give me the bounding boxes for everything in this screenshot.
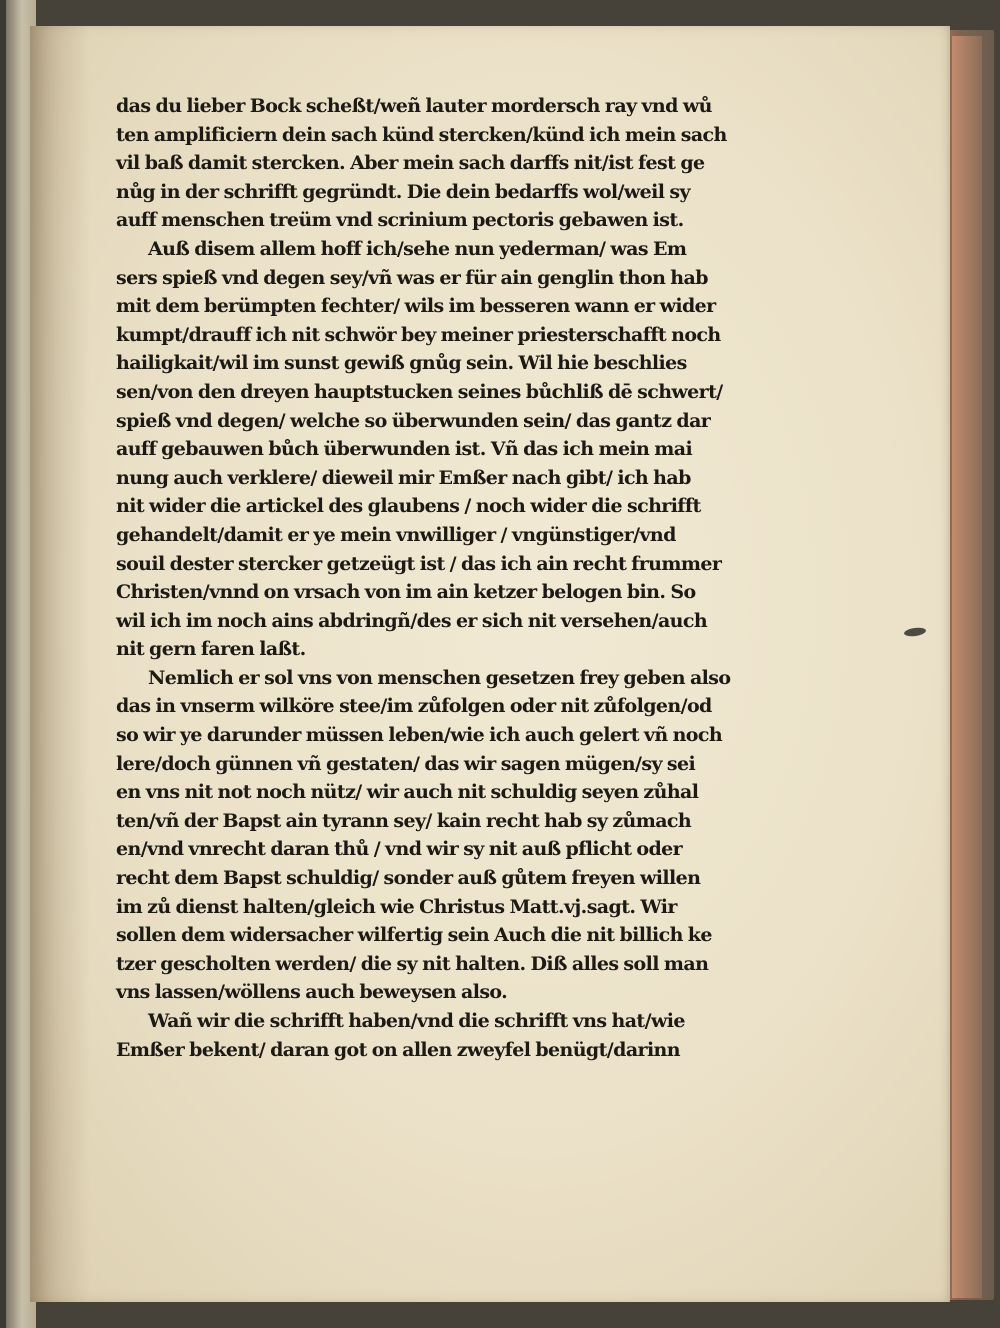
text-line: nung auch verklere/ dieweil mir Emßer nach gibt/ ich hab [116, 466, 691, 489]
text-line: das in vnserm wilköre stee/im zůfolgen oder nit zůfolgen/od [116, 695, 712, 718]
paragraph-start-line: Wañ wir die schrifft haben/vnd die schrifft vns hat/wie [148, 1010, 685, 1032]
gutter-shadow [30, 26, 90, 1302]
text-line: kumpt/drauff ich nit schwör bey meiner priesterschafft noch [116, 323, 721, 346]
text-line: vns lassen/wöllens auch beweysen also. [116, 981, 508, 1004]
text-line: sen/von den dreyen hauptstucken seines bůchliß dē schwert/ [116, 380, 723, 403]
text-line: spieß vnd degen/ welche so überwunden sein/ das gantz dar [116, 409, 711, 432]
text-line: ten amplificiern dein sach künd stercken/künd ich mein sach [116, 123, 727, 146]
text-line: so wir ye darunder müssen leben/wie ich auch gelert vñ noch [116, 724, 723, 747]
text-line: souil dester stercker getzeügt ist / das ich ain recht frummer [116, 552, 722, 575]
text-line: en vns nit not noch nütz/ wir auch nit schuldig seyen zůhal [116, 781, 699, 804]
text-line: tzer gescholten werden/ die sy nit halten. Diß alles soll man [116, 952, 709, 975]
text-line: vil baß damit stercken. Aber mein sach darffs nit/ist fest ge [116, 152, 705, 175]
text-line: gehandelt/damit er ye mein vnwilliger / vngünstiger/vnd [116, 523, 676, 546]
text-line: nůg in der schrifft gegründt. Die dein bedarffs wol/weil sy [116, 180, 690, 203]
paragraph-start-line: Auß disem allem hoff ich/sehe nun yederman/ was Em [148, 237, 687, 260]
text-line: mit dem berümpten fechter/ wils im besseren wann er wider [116, 295, 716, 318]
text-line: en/vnd vnrecht daran thů / vnd wir sy nit auß pflicht oder [116, 838, 683, 861]
text-line: wil ich im noch ains abdringñ/des er sich nit versehen/auch [116, 609, 708, 632]
page-block-edge-inner [952, 36, 982, 1298]
text-line: sers spieß vnd degen sey/vñ was er für ain genglin thon hab [116, 266, 708, 289]
text-line: im zů dienst halten/gleich wie Christus Matt.vj.sagt. Wir [116, 895, 677, 918]
text-line: hailigkait/wil im sunst gewiß gnůg sein. Wil hie beschlies [116, 352, 687, 375]
paragraph-start-line: Nemlich er sol vns von menschen gesetzen frey geben also [148, 666, 731, 689]
text-line: nit gern faren laßt. [116, 638, 306, 661]
text-line: das du lieber Bock scheßt/weñ lauter mordersch ray vnd wů [116, 95, 712, 117]
text-line: Christen/vnnd on vrsach von im ain ketzer belogen bin. So [116, 581, 696, 604]
page-text [116, 92, 836, 1064]
text-line: lere/doch günnen vñ gestaten/ das wir sagen mügen/sy sei [116, 752, 696, 775]
text-line: auff menschen treüm vnd scrinium pectoris gebawen ist. [116, 209, 684, 232]
binding-edge [0, 0, 6, 1328]
text-line: recht dem Bapst schuldig/ sonder auß gůtem freyen willen [116, 867, 701, 890]
text-line: sollen dem widersacher wilfertig sein Auch die nit billich ke [116, 924, 712, 947]
text-line: ten/vñ der Bapst ain tyrann sey/ kain recht hab sy zůmach [116, 809, 692, 832]
text-line: nit wider die artickel des glaubens / noch wider die schrifft [116, 495, 701, 518]
text-line: Emßer bekent/ daran got on allen zweyfel benügt/darinn [116, 1038, 680, 1061]
text-line: auff gebauwen bůch überwunden ist. Vñ das ich mein mai [116, 438, 693, 461]
